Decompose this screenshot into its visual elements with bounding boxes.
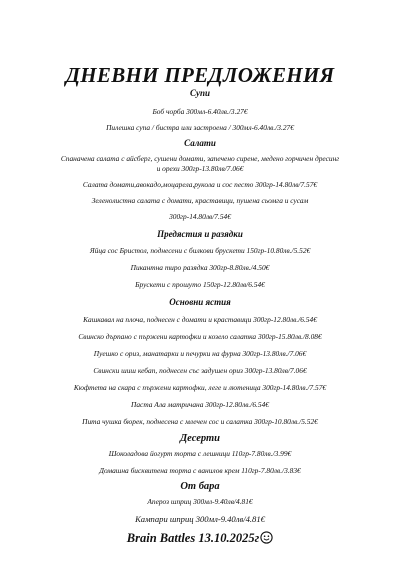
menu-item: Зеленолистна салата с домати, краставици, пушена сьомга и сусам	[91, 196, 309, 205]
smiley-face-icon	[260, 531, 273, 548]
menu-item: 300гр-14.80лв/7.54€	[169, 212, 231, 221]
section-heading-salads: Салати	[184, 138, 216, 148]
menu-item: Брускети с прошуто 150гр-12.80лв/6.54€	[135, 280, 265, 289]
menu-item: Пуешко с ориз, манатарки и печурки на фурна 300гр-13.80лв./7.06€	[93, 349, 307, 358]
section-heading-starters: Предястия и разядки	[157, 229, 243, 239]
menu-item: Салата домати,авокадо,моцарела,рукола и сос песто 300гр-14.80лв/7.57€	[82, 180, 318, 189]
menu-item: Пилешка супа / бистра или застроена / 300мл-6.40лв./3.27€	[106, 123, 294, 132]
menu-item: Шоколадова йогурт торта с лешници 110гр-7.80лв./3.99€	[108, 449, 292, 458]
menu-item: Пита чушка бюрек, поднесена с млечен сос и салатка 300гр-10.80лв./5.52€	[82, 417, 318, 426]
section-heading-bar: От бара	[180, 481, 220, 492]
footer-text: Brain Battles 13.10.2025г	[126, 531, 260, 545]
section-heading-desserts: Десерти	[180, 433, 220, 444]
menu-item: Боб чорба 300мл-6.40лв./3.27€	[152, 107, 248, 116]
menu-item: Пикантна тиро разядка 300гр-8.80лв./4.50€	[130, 263, 270, 272]
menu-item: Свински шиш кебап, поднесен със задушен ориз 300гр-13.80лв/7.06€	[93, 366, 307, 375]
menu-item: Кашкавал на плоча, поднесен с домати и краставици 300гр-12.80лв./6.54€	[83, 315, 317, 324]
menu-item: и орехи 300гр-13.80лв/7.06€	[156, 164, 244, 173]
menu-item: Апероз шприц 300мл-9.40лв/4.81€	[147, 497, 253, 506]
menu-item: Кампари шприц 300мл-9.40лв/4.81€	[135, 514, 265, 524]
footer-line	[0, 531, 400, 548]
menu-item: Паста Ала матричана 300гр-12.80лв./6.54€	[131, 400, 269, 409]
menu-item: Яйца сос Бристол, поднесени с билкови брускети 150гр-10.80лв./5.52€	[89, 246, 311, 255]
menu-item: Кюфтета на скара с пържени картофки, леге и лютеница 300гр-14.80лв./7.57€	[73, 383, 327, 392]
section-heading-soups: Супи	[189, 88, 210, 98]
menu-item: Домашна бисквитена торта с ванилов крем 110гр-7.80лв./3.83€	[99, 466, 301, 475]
page-title: ДНЕВНИ ПРЕДЛОЖЕНИЯ	[65, 63, 335, 87]
menu-item: Спаначена салата с айсберг, сушени домати, запечено сирене, медено горчичен дресинг	[60, 154, 340, 163]
menu-item: Свинско дърпано с пържени картофки и козело салатка 300гр-15.80лв./8.08€	[78, 332, 322, 341]
section-heading-mains: Основни ястия	[169, 297, 231, 307]
